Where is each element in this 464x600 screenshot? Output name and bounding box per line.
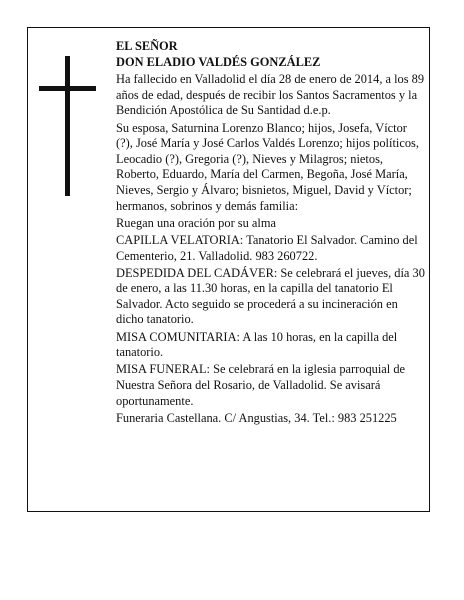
paragraph-farewell: DESPEDIDA DEL CADÁVER: Se celebrará el jueves, día 30 de enero, a las 11.30 horas, en la capilla del tanatorio El Salvador. Acto seguido se procederá a su incineración en dicho tanatorio. bbox=[116, 265, 425, 327]
cross-icon bbox=[65, 56, 70, 196]
paragraph-community-mass: MISA COMUNITARIA: A las 10 horas, en la capilla del tanatorio. bbox=[116, 329, 398, 360]
cross-icon-crossbar bbox=[39, 86, 96, 91]
paragraph-prayer: Ruegan una oración por su alma bbox=[116, 215, 276, 230]
paragraph-death: Ha fallecido en Valladolid el día 28 de enero de 2014, a los 89 años de edad, después de recibir los Santos Sacramentos y la Bendición Apostólica de Su Santidad d.e.p. bbox=[116, 72, 425, 118]
paragraph-funeral-home: Funeraria Castellana. C/ Angustias, 34. Tel.: 983 251225 bbox=[116, 410, 397, 425]
paragraph-chapel: CAPILLA VELATORIA: Tanatorio El Salvador. Camino del Cementerio, 21. Valladolid. 983 260722. bbox=[116, 232, 418, 263]
title-line-1: EL SEÑOR bbox=[116, 39, 178, 53]
notice-text bbox=[116, 39, 426, 428]
paragraph-family: Su esposa, Saturnina Lorenzo Blanco; hijos, Josefa, Víctor (?), José María y José Carlos Valdés Lorenzo; hijos políticos, Leocadio (?), Gregoria (?), Nieves y Milagros; nietos, Roberto, Eduardo, María del Carmen, Begoña, José María, Nieves, Sergio y Álvaro; bisnietos, Miguel, David y Víctor; hermanos, sobrinos y demás familia: bbox=[116, 120, 419, 213]
title-line-2: DON ELADIO VALDÉS GONZÁLEZ bbox=[116, 54, 321, 69]
paragraph-funeral-mass: MISA FUNERAL: Se celebrará en la iglesia parroquial de Nuestra Señora del Rosario, de Valladolid. Se avisará oportunamente. bbox=[116, 362, 406, 408]
